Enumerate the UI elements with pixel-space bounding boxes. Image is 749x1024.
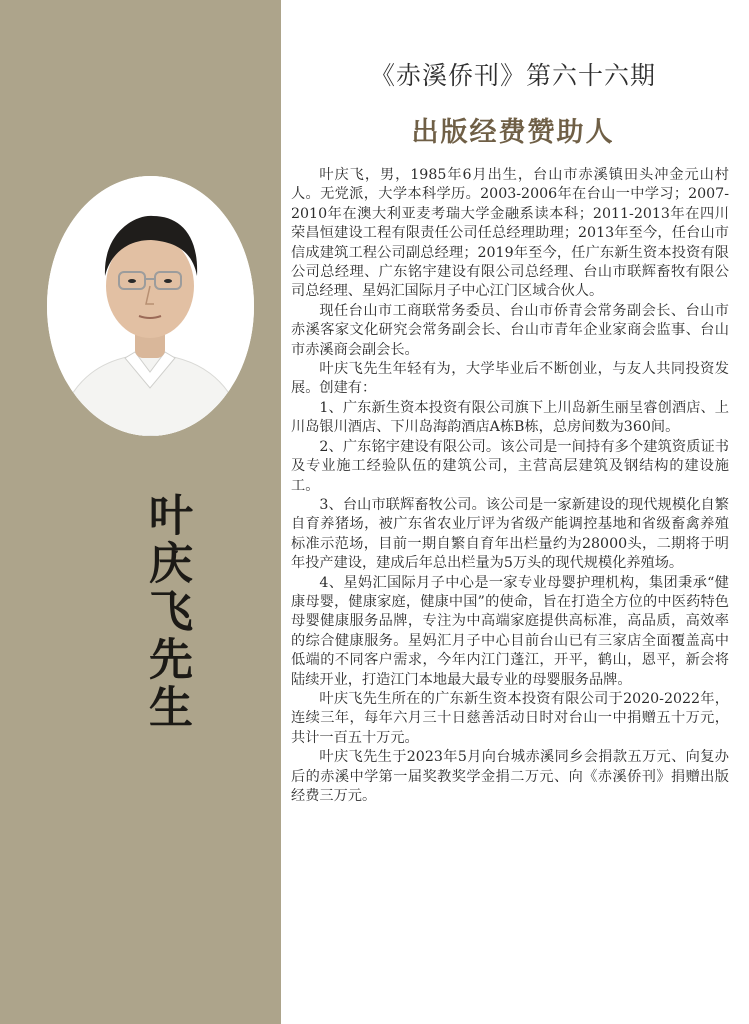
portrait-illustration bbox=[47, 176, 254, 436]
portrait-photo bbox=[47, 176, 254, 436]
biography-text bbox=[291, 166, 729, 806]
bio-paragraph: 现任台山市工商联常务委员、台山市侨青会常务副会长、台山市赤溪客家文化研究会常务副会长、台山市青年企业家商会监事、台山市赤溪商会副会长。 bbox=[291, 302, 729, 358]
issue-title: 《赤溪侨刊》第六十六期 bbox=[369, 61, 656, 90]
bio-paragraph: 2、广东铭宇建设有限公司。该公司是一间持有多个建筑资质证书及专业施工经验队伍的建筑公司，主营高层建筑及钢结构的建设施工。 bbox=[291, 438, 729, 494]
bio-paragraph: 叶庆飞先生所在的广东新生资本投资有限公司于2020-2022年，连续三年，每年六月三十日慈善活动日时对台山一中捐赠五十万元，共计一百五十万元。 bbox=[291, 690, 729, 746]
sponsor-heading: 出版经费赞助人 bbox=[411, 117, 615, 148]
bio-paragraph: 1、广东新生资本投资有限公司旗下上川岛新生丽呈睿创酒店、上川岛银川酒店、下川岛海韵酒店A栋B栋，总房间数为360间。 bbox=[291, 399, 729, 436]
signature-name: 叶庆飞先生 bbox=[141, 492, 192, 732]
bio-paragraph: 叶庆飞先生年轻有为，大学毕业后不断创业，与友人共同投资发展。创建有： bbox=[291, 361, 729, 397]
bio-paragraph: 3、台山市联辉畜牧公司。该公司是一家新建设的现代规模化自繁自育养猪场，被广东省农业厅评为省级产能调控基地和省级畜禽养殖标准示范场，目前一期自繁自育年出栏量约为28000头，二期将于明年投产建设，建成后年总出栏量为5万头的现代规模化养殖场。 bbox=[291, 496, 729, 572]
bio-paragraph: 叶庆飞，男，1985年6月出生，台山市赤溪镇田头冲金元山村人。无党派，大学本科学历。2003-2006年在台山一中学习；2007-2010年在澳大利亚麦考瑞大学金融系读本科；2011-2013年在四川荣昌恒建设工程有限责任公司任总经理助理；2013年至今，任台山市信成建筑工程公司副总经理；2019年至今，任广东新生资本投资有限公司总经理、广东铭宇建设有限公司总经理、台山市联辉畜牧有限公司总经理、星妈汇国际月子中心江门区域合伙人。 bbox=[291, 167, 729, 300]
sidebar-panel bbox=[0, 0, 281, 1024]
content-column bbox=[291, 0, 735, 1024]
bio-paragraph: 4、星妈汇国际月子中心是一家专业母婴护理机构，集团秉承“健康母婴，健康家庭，健康中国”的使命，旨在打造全方位的中医药特色母婴健康服务品牌，专注为中高端家庭提供高标准，高品质，高效率的综合健康服务。星妈汇月子中心目前台山已有三家店全面覆盖高中低端的不同客户需求，今年内江门蓬江，开平，鹤山，恩平，新会将陆续开业，打造江门本地最大最专业的母婴服务品牌。 bbox=[291, 574, 729, 688]
bio-paragraph: 叶庆飞先生于2023年5月向台城赤溪同乡会捐款五万元、向复办后的赤溪中学第一届奖教奖学金捐二万元、向《赤溪侨刊》捐赠出版经费三万元。 bbox=[291, 749, 729, 804]
